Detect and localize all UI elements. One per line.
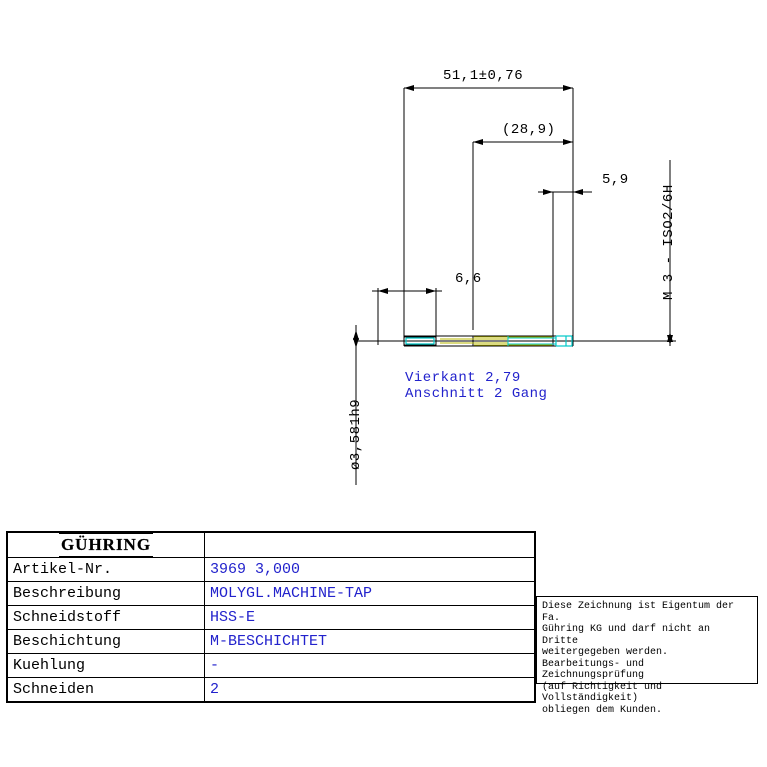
label-kuehlung: Kuehlung xyxy=(8,654,205,678)
dim-thread-length: (28,9) xyxy=(502,122,556,138)
table-row xyxy=(8,558,535,582)
dim-overall-length: 51,1±0,76 xyxy=(443,68,524,84)
label-artikel-nr: Artikel-Nr. xyxy=(8,558,205,582)
label-schneidstoff: Schneidstoff xyxy=(8,606,205,630)
table-row xyxy=(8,630,535,654)
legal-line: Gühring KG und darf nicht an Dritte xyxy=(542,624,711,647)
table-row xyxy=(8,654,535,678)
legal-line: (auf Richtigkeit und Vollständigkeit) xyxy=(542,681,663,704)
dim-chamfer: 5,9 xyxy=(602,172,629,188)
table-row xyxy=(8,582,535,606)
logo-spacer xyxy=(205,533,535,558)
value-schneiden: 2 xyxy=(205,678,535,702)
note-anschnitt: Anschnitt 2 Gang xyxy=(405,386,548,402)
dim-square-length: 6,6 xyxy=(455,271,482,287)
dim-shank-diameter: ø3,581h9 xyxy=(348,398,364,470)
value-schneidstoff: HSS-E xyxy=(205,606,535,630)
legal-line: Diese Zeichnung ist Eigentum der Fa. xyxy=(542,601,735,624)
value-artikel-nr: 3969 3,000 xyxy=(205,558,535,582)
value-beschichtung: M-BESCHICHTET xyxy=(205,630,535,654)
legal-notice-box xyxy=(536,596,758,716)
legal-line: obliegen dem Kunden. xyxy=(542,704,663,716)
table-row-logo xyxy=(8,533,535,558)
table-row xyxy=(8,606,535,630)
logo-cell xyxy=(8,533,205,558)
title-block xyxy=(6,531,536,703)
legal-line: weitergegeben werden. xyxy=(542,647,669,658)
label-beschichtung: Beschichtung xyxy=(8,630,205,654)
dim-thread-spec: M 3 - ISO2/6H xyxy=(661,184,677,300)
label-schneiden: Schneiden xyxy=(8,678,205,702)
brand-logo: GÜHRING xyxy=(59,533,153,557)
value-beschreibung: MOLYGL.MACHINE-TAP xyxy=(205,582,535,606)
table-row xyxy=(8,678,535,702)
label-beschreibung: Beschreibung xyxy=(8,582,205,606)
note-vierkant: Vierkant 2,79 xyxy=(405,370,521,386)
value-kuehlung: - xyxy=(205,654,535,678)
legal-line: Bearbeitungs- und Zeichnungsprüfung xyxy=(542,658,645,681)
